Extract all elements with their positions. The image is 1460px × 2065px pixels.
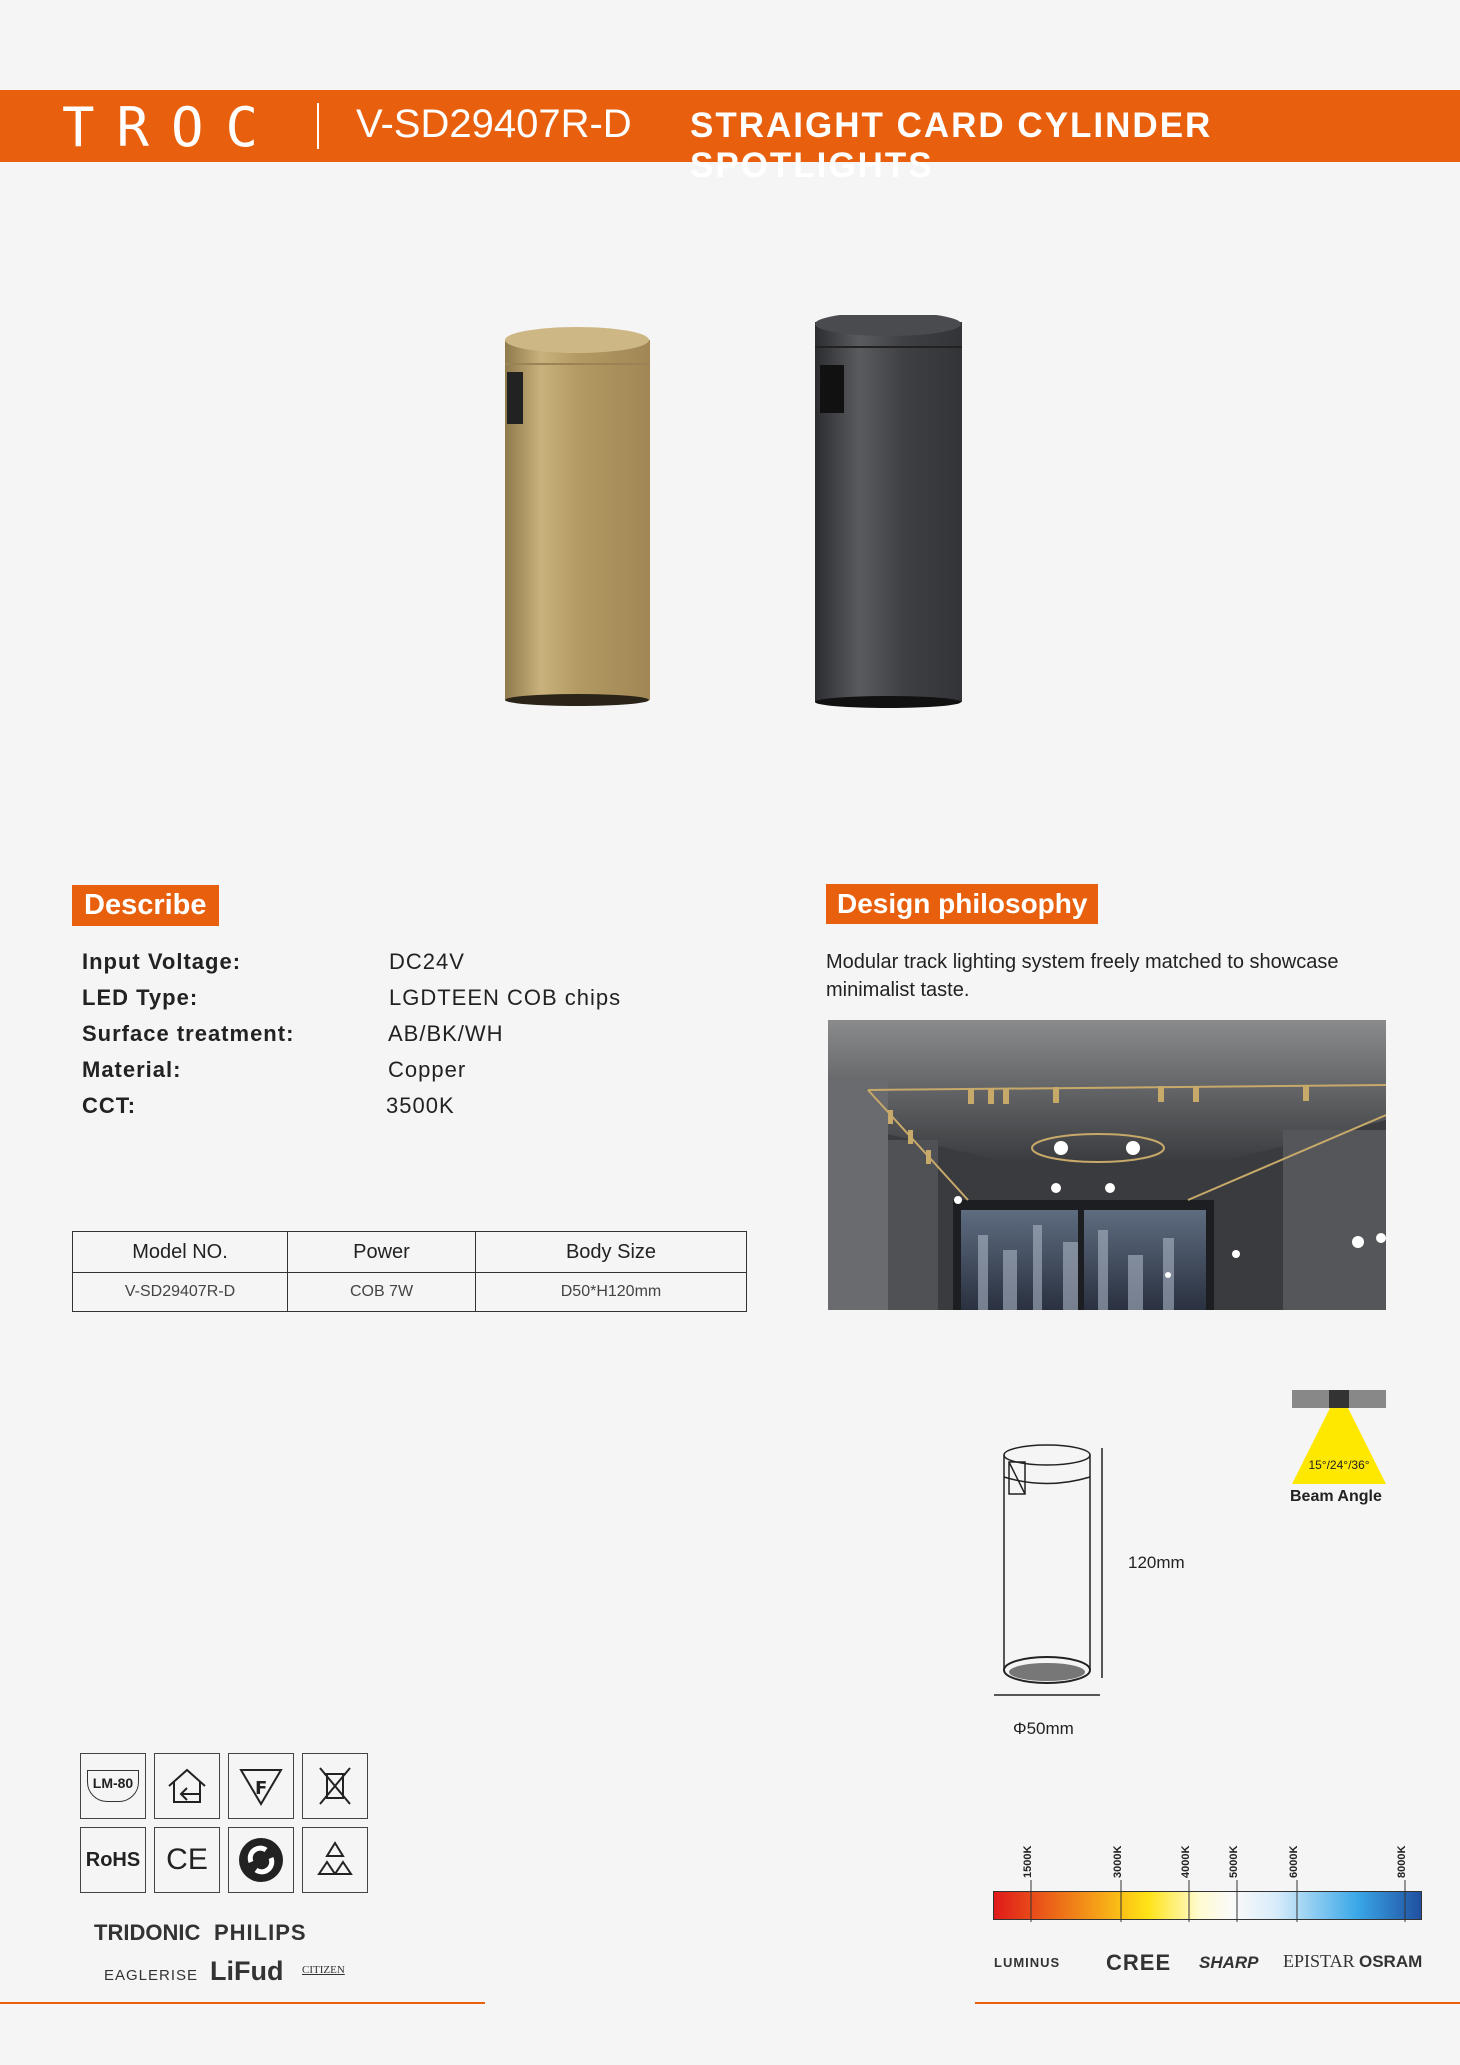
- design-philosophy-tag: Design philosophy: [826, 884, 1098, 924]
- header-bar: [0, 90, 1460, 185]
- spec-label-surface: Surface treatment:: [82, 1021, 295, 1046]
- product-photos: [490, 315, 980, 715]
- gold-spotlight-image: [505, 327, 650, 706]
- brand-logo: TROC: [62, 96, 281, 159]
- table-cell-power: COB 7W: [288, 1273, 476, 1312]
- interior-scene-photo: [828, 1020, 1386, 1310]
- black-spotlight-image: [815, 315, 962, 708]
- cct-label-3000k: 3000K: [1112, 1845, 1124, 1878]
- beam-angle-label: Beam Angle: [1290, 1488, 1382, 1505]
- brand-eaglerise: EAGLERISE: [104, 1967, 199, 1984]
- brand-epistar: EPISTAR: [1283, 1951, 1355, 1971]
- brand-philips: PHILIPS: [214, 1920, 307, 1945]
- table-cell-size: D50*H120mm: [476, 1273, 747, 1312]
- cct-ticks: [993, 1880, 1423, 1925]
- table-cell-model: V-SD29407R-D: [73, 1273, 288, 1312]
- f-mark-label: F: [255, 1778, 268, 1799]
- spec-value-surface: AB/BK/WH: [388, 1021, 504, 1046]
- lm80-label: LM-80: [87, 1770, 139, 1802]
- table-header-power: Power: [288, 1232, 476, 1273]
- ce-icon: CE: [154, 1827, 220, 1893]
- table-header-model: Model NO.: [73, 1232, 288, 1273]
- brand-citizen: CITIZEN: [302, 1964, 345, 1976]
- brand-luminus: LUMINUS: [994, 1955, 1061, 1970]
- cct-label-4000k: 4000K: [1180, 1845, 1192, 1878]
- cct-label-6000k: 6000K: [1288, 1845, 1300, 1878]
- brand-osram: OSRAM: [1359, 1952, 1423, 1971]
- brand-sharp: SHARP: [1199, 1953, 1259, 1972]
- indoor-use-icon: [154, 1753, 220, 1819]
- design-philosophy-text: Modular track lighting system freely matched to showcase minimalist taste.: [826, 951, 1339, 1001]
- spec-value-led-type: LGDTEEN COB chips: [389, 985, 622, 1010]
- cct-label-8000k: 8000K: [1396, 1845, 1408, 1878]
- lm80-icon: [80, 1753, 146, 1819]
- brand-lifud: LiFud: [210, 1956, 284, 1986]
- height-dimension: 120mm: [1128, 1553, 1185, 1572]
- table-row: [73, 1273, 747, 1312]
- spec-value-cct: 3500K: [386, 1093, 455, 1118]
- table-header-size: Body Size: [476, 1232, 747, 1273]
- brand-tridonic: TRIDONIC: [94, 1920, 201, 1945]
- spec-label-material: Material:: [82, 1057, 182, 1082]
- brand-cree: CREE: [1106, 1950, 1172, 1975]
- dimension-drawing: [990, 1440, 1190, 1720]
- cct-label-1500k: 1500K: [1022, 1845, 1034, 1878]
- beam-angle-values: 15°/24°/36°: [1308, 1458, 1370, 1472]
- bottom-left-rule: [0, 2002, 485, 2004]
- bottom-right-rule: [975, 2002, 1460, 2004]
- diameter-dimension: Φ50mm: [1013, 1719, 1074, 1738]
- green-dot-icon: [228, 1827, 294, 1893]
- model-title: V-SD29407R-D: [356, 102, 632, 146]
- model-table: [72, 1231, 747, 1312]
- rohs-icon: RoHS: [80, 1827, 146, 1893]
- spec-value-voltage: DC24V: [389, 949, 465, 974]
- cct-label-5000k: 5000K: [1228, 1845, 1240, 1878]
- table-header-row: [73, 1232, 747, 1273]
- spec-label-led-type: LED Type:: [82, 985, 199, 1010]
- product-title: STRAIGHT CARD CYLINDER SPOTLIGHTS: [690, 106, 1213, 185]
- describe-tag: Describe: [72, 885, 219, 926]
- spec-value-material: Copper: [388, 1057, 467, 1082]
- weee-icon: [302, 1753, 368, 1819]
- spec-label-cct: CCT:: [82, 1093, 137, 1118]
- recycle-icon: [302, 1827, 368, 1893]
- header-divider: [317, 103, 319, 149]
- f-mark-icon: [228, 1753, 294, 1819]
- spec-label-voltage: Input Voltage:: [82, 949, 242, 974]
